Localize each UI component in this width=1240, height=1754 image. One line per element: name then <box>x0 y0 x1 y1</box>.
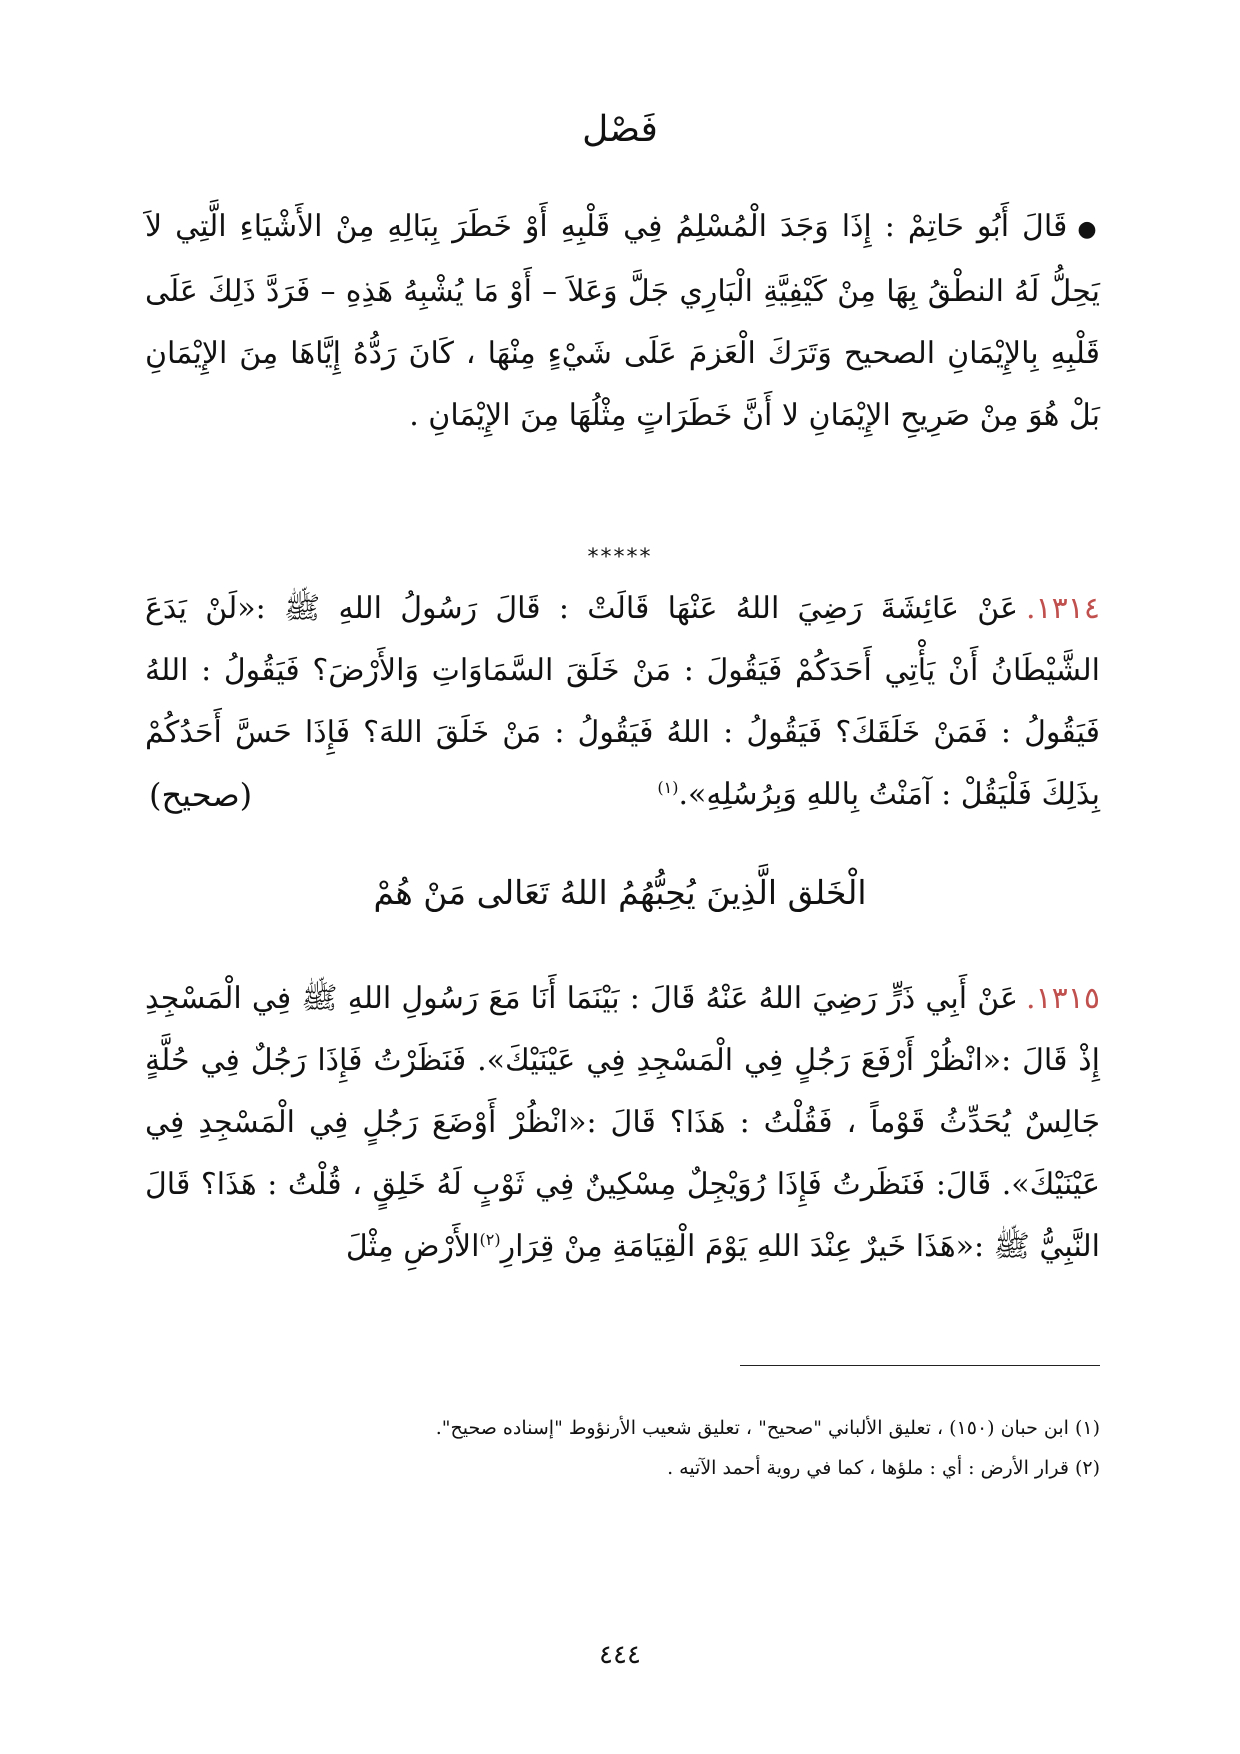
footnote-ref[interactable]: (١) <box>657 778 679 797</box>
footnote-1: (١) ابن حبان (١٥٠) ، تعليق الألباني "صحيح" ، تعليق شعيب الأرنؤوط "إسناده صحيح". <box>435 1417 1100 1439</box>
hadith-text: عَنْ أَبِي ذَرٍّ رَضِيَ اللهُ عَنْهُ قَالَ : بَيْنَمَا أَنَا مَعَ رَسُولِ اللهِ ﷺ فِي الْمَسْجِدِ إِذْ قَالَ :«انْظُرْ أَرْفَعَ رَجُلٍ فِي الْمَسْجِدِ فِي عَيْنَيْكَ». فَنَظَرْتُ فَإِذَا رَجُلٌ فِي حُلَّةٍ جَالِسٌ يُحَدِّثُ قَوْماً ، فَقُلْتُ : هَذَا؟ قَالَ :«انْظُرْ أَوْضَعَ رَجُلٍ فِي الْمَسْجِدِ فِي عَيْنَيْكَ». قَالَ: فَنَظَرتُ فَإِذَا رُوَيْجِلٌ مِسْكِينٌ فِي ثَوْبٍ لَهُ خَلِقٍ ، قُلْتُ : هَذَا؟ قَالَ النَّبِيُّ ﷺ :«هَذَا خَيرٌ عِنْدَ اللهِ يَوْمَ الْقِيَامَةِ مِنْ قِرَارِ <box>145 981 1100 1264</box>
hadith-number: ١٣١٥. <box>1026 981 1100 1016</box>
hadith-number: ١٣١٤. <box>1026 591 1100 626</box>
footnote-ref[interactable]: (٢) <box>479 1230 501 1249</box>
hadith-1315 <box>145 968 1100 1278</box>
footnote-divider <box>740 1365 1100 1366</box>
separator-stars: ***** <box>587 545 653 570</box>
footnotes <box>145 1408 1100 1488</box>
bullet-icon: ● <box>1077 217 1100 242</box>
footnote-2: (٢) قرار الأرض : أي : ملؤها ، كما في روية أحمد الآتيه . <box>667 1457 1100 1479</box>
hadith-text-continued: الأَرْضِ مِثْلَ <box>345 1229 480 1264</box>
paragraph-text: قَالَ أَبُو حَاتِمْ : إِذَا وَجَدَ الْمُسْلِمُ فِي قَلْبِهِ أَوْ خَطَرَ بِبَالِهِ مِنْ الأَشْيَاءِ الَّتِي لاَ يَحِلُّ لَهُ النطْقُ بِهَا مِنْ كَيْفِيَّةِ الْبَارِي جَلَّ وَعَلاَ – أَوْ مَا يُشْبِهُ هَذِهِ – فَرَدَّ ذَلِكَ عَلَى قَلْبِهِ بِالإِيْمَانِ الصحيح وَتَرَكَ الْعَزمَ عَلَى شَيْءٍ مِنْهَا ، كَانَ رَدُّهُ إِيَّاهَا مِنَ الإِيْمَانِ بَلْ هُوَ مِنْ صَرِيحِ الإِيْمَانِ لا أَنَّ خَطَرَاتٍ مِثْلُهَا مِنَ الإِيْمَانِ . <box>145 209 1100 433</box>
hadith-grade: (صحيح) <box>149 776 253 814</box>
hadith-1314 <box>145 578 1100 826</box>
section-title: فَصْل <box>582 109 658 150</box>
chapter-title: الْخَلق الَّذِينَ يُحِبُّهُمُ اللهُ تَعَالى مَنْ هُمْ <box>373 873 867 912</box>
page-number: ٤٤٤ <box>599 1640 641 1670</box>
hadith-text: عَنْ عَائِشَةَ رَضِيَ اللهُ عَنْهَا قَالَتْ : قَالَ رَسُولُ اللهِ ﷺ :«لَنْ يَدَعَ الشَّيْطَانُ أَنْ يَأْتِي أَحَدَكُمْ فَيَقُولَ : مَنْ خَلَقَ السَّمَاوَاتِ وَالأَرْضَ؟ فَيَقُولُ : اللهُ فَيَقُولُ : فَمَنْ خَلَقَكَ؟ فَيَقُولُ : اللهُ فَيَقُولُ : مَنْ خَلَقَ اللهَ؟ فَإِذَا حَسَّ أَحَدُكُمْ بِذَلِكَ فَلْيَقُلْ : آمَنْتُ بِاللهِ وَبِرُسُلِهِ». <box>145 591 1100 812</box>
paragraph-abu-hatim <box>145 196 1100 447</box>
